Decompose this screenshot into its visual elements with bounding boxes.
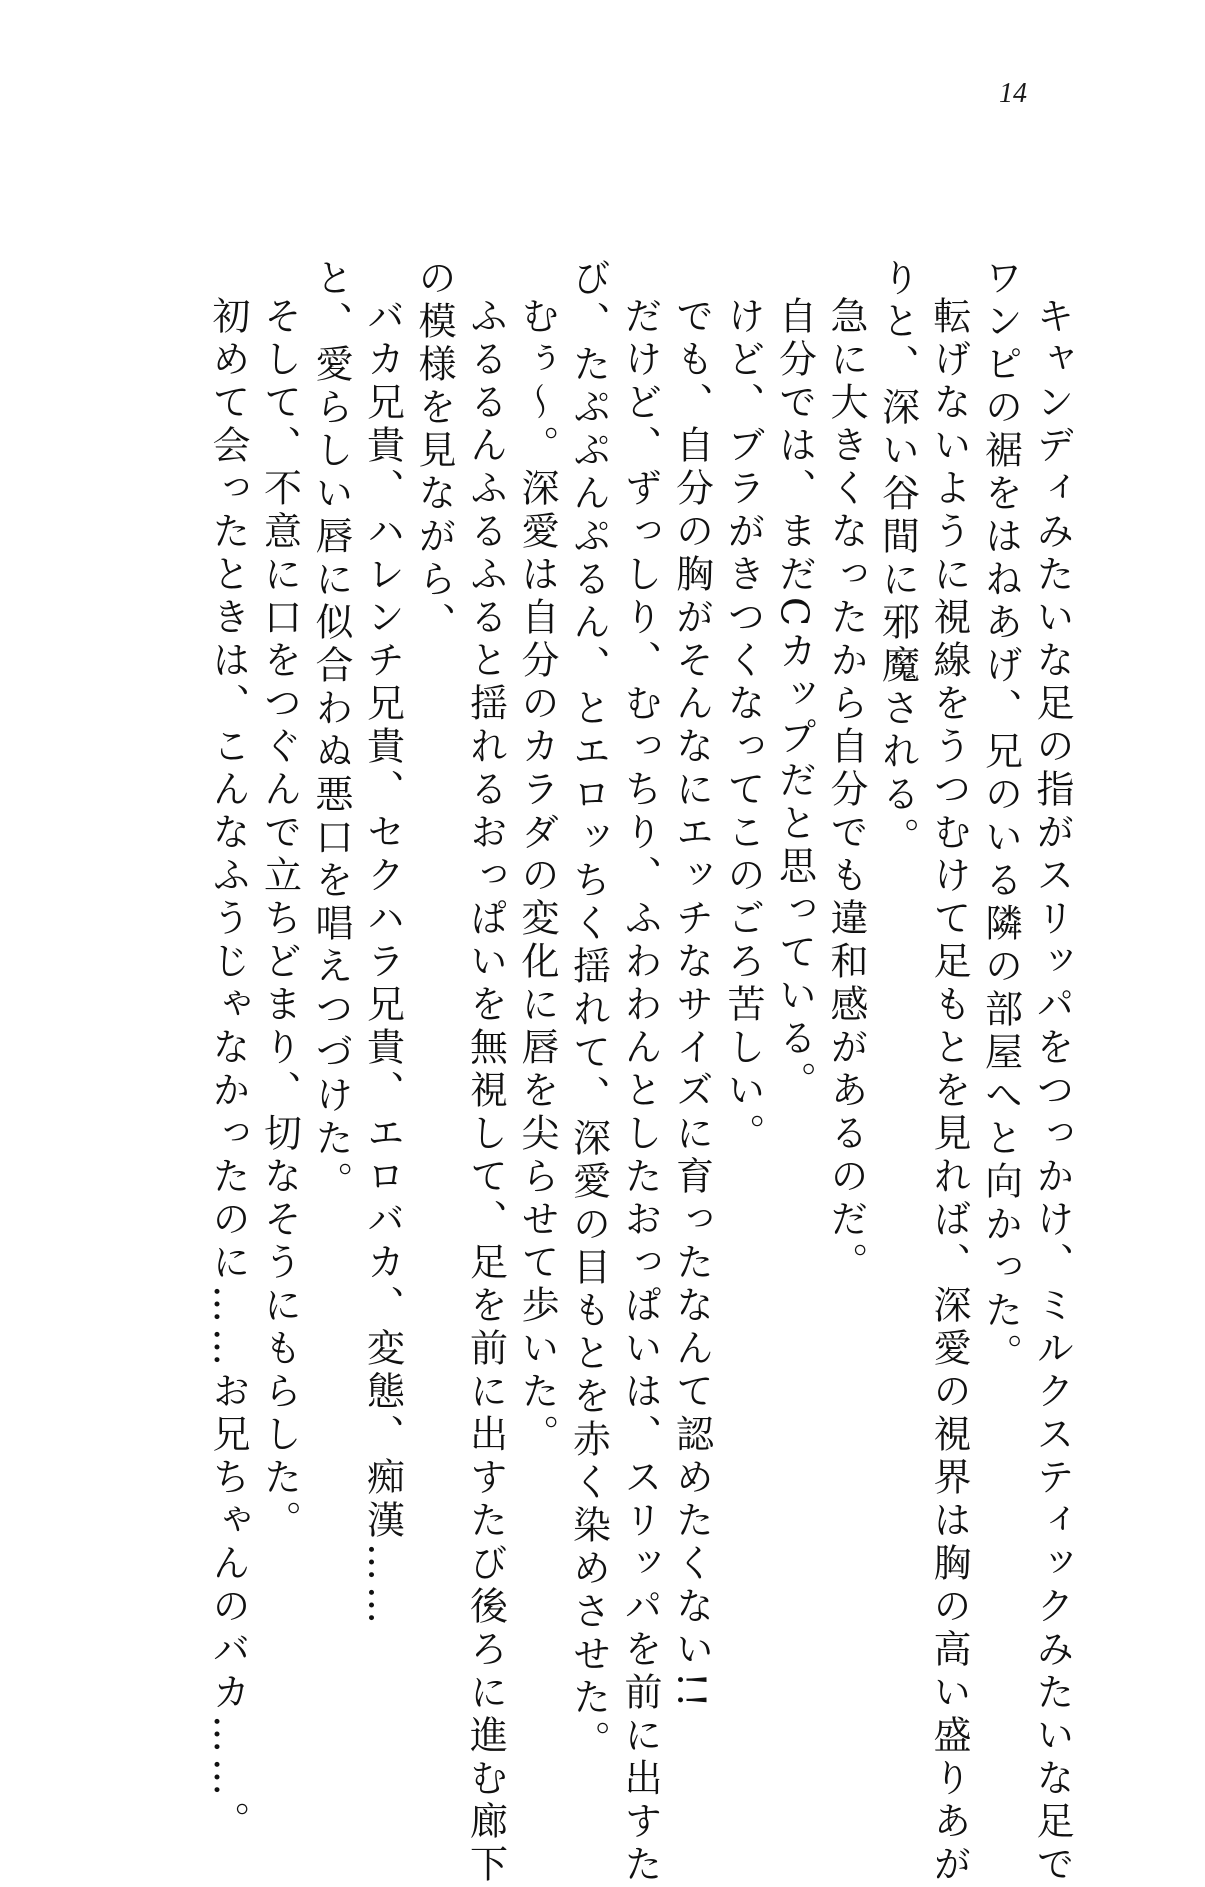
- text-line: 転げないように視線をうつむけて足もとを見れば、深愛の視界は胸の高い盛りあが: [927, 296, 971, 1887]
- text-line: キャンディみたいな足の指がスリッパをつっかけ、ミルクスティックみたいな足で: [1030, 296, 1074, 1887]
- text-line: けど、ブラがきつくなってこのごろ苦しい。: [721, 296, 765, 1156]
- text-line: の模様を見ながら、: [412, 258, 456, 645]
- text-line: だけど、ずっしり、むっちり、ふわわんとしたおっぱいは、スリッパを前に出すた: [618, 296, 662, 1887]
- text-line: ふるるんふるふると揺れるおっぱいを無視して、足を前に出すたび後ろに進む廊下: [463, 296, 508, 1887]
- text-line: そして、不意に口をつぐんで立ちどまり、切なそうにもらした。: [257, 296, 302, 1543]
- text-line: び、たぷぷんぷるん、とエロッちく揺れて、深愛の目もとを赤く染めさせた。: [566, 258, 611, 1763]
- text-line: 初めて会ったときは、こんなふうじゃなかったのに……お兄ちゃんのバカ……。: [206, 296, 250, 1844]
- text-line: と、愛らしい唇に似合わぬ悪口を唱えつづけた。: [309, 258, 353, 1204]
- body-text: [147, 258, 1077, 1887]
- page-number: 14: [999, 78, 1027, 109]
- text-line: 急に大きくなったから自分でも違和感があるのだ。: [824, 296, 868, 1285]
- text-line: 自分では、まだCカップだと思っている。: [772, 296, 817, 1105]
- text-line: ワンピの裾をはねあげ、兄のいる隣の部屋へと向かった。: [978, 258, 1023, 1376]
- text-line: りと、深い谷間に邪魔される。: [875, 258, 920, 860]
- text-line: でも、自分の胸がそんなにエッチなサイズに育ったなんて認めたくない!!: [669, 296, 714, 1713]
- text-line: むぅ〜。深愛は自分のカラダの変化に唇を尖らせて歩いた。: [515, 296, 559, 1457]
- text-line: バカ兄貴、ハレンチ兄貴、セクハラ兄貴、エロバカ、変態、痴漢……: [360, 296, 405, 1629]
